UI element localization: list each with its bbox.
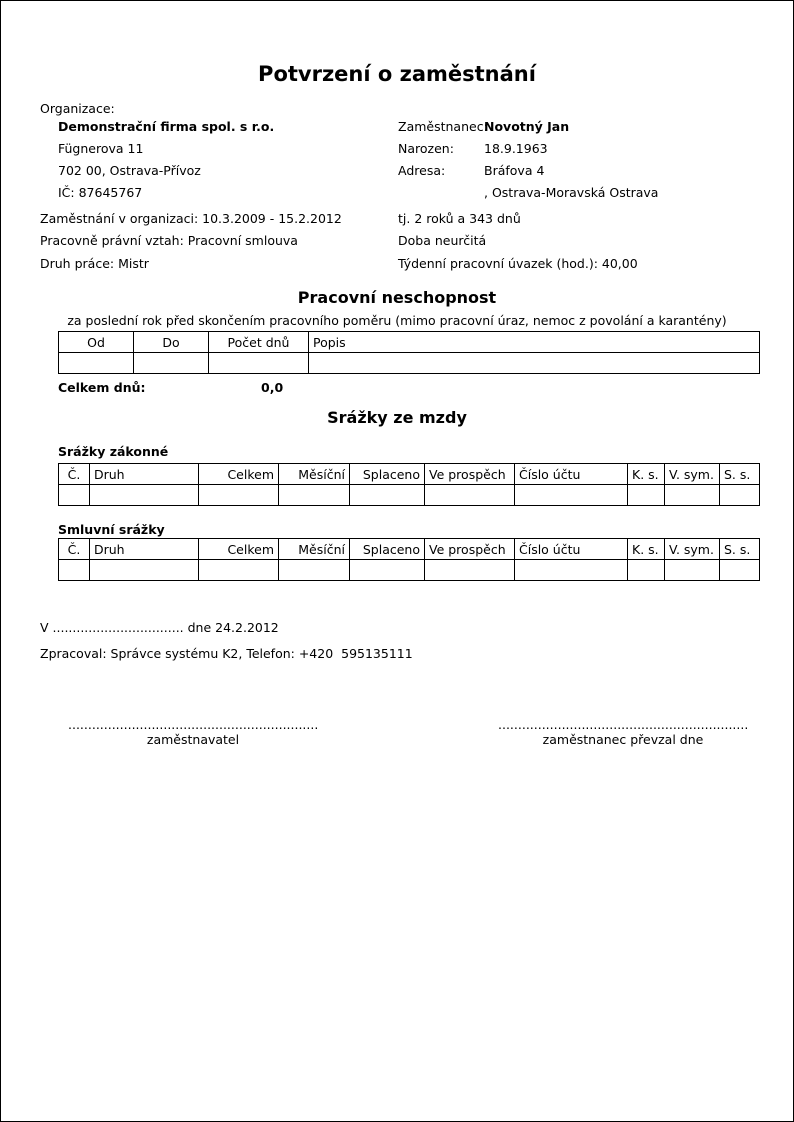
contract-cell-vsym [665,560,720,581]
employee-address-line2: , Ostrava-Moravská Ostrava [484,185,659,200]
ded-col-druh: Druh [90,539,199,560]
ded-col-celkem: Celkem [199,464,279,485]
sick-cell-od [59,353,134,374]
employment-duration: tj. 2 roků a 343 dnů [398,211,521,226]
signature-dots-employer: ............................................................... [68,718,318,732]
ded-col-celkem: Celkem [199,539,279,560]
contract-deductions-table [58,538,760,581]
employee-label: Zaměstnanec: [398,119,488,134]
sick-col-od: Od [59,332,134,353]
employee-address-line1: Bráfova 4 [484,163,545,178]
legal-cell-splaceno [350,485,425,506]
sick-cell-popis [309,353,760,374]
sick-leave-subtitle: za poslední rok před skončením pracovního poměru (mimo pracovní úraz, nemoc z povolání a karantény) [67,313,727,328]
organization-city: 702 00, Ostrava-Přívoz [58,163,201,178]
legal-cell-ks [628,485,665,506]
contract-cell-c [59,560,90,581]
contract-cell-cislo-uctu [515,560,628,581]
signature-label-employee: zaměstnanec převzal dne [542,732,704,747]
employee-born-label: Narozen: [398,141,454,156]
contract-cell-celkem [199,560,279,581]
legal-cell-c [59,485,90,506]
ded-col-vsym: V. sym. [665,539,720,560]
signature-dots-employee: ............................................................... [498,718,748,732]
ded-col-mesicni: Měsíční [279,464,350,485]
ded-col-c: Č. [59,539,90,560]
employee-born-value: 18.9.1963 [484,141,548,156]
employee-name: Novotný Jan [484,119,570,134]
signature-block-employer [68,718,318,747]
sick-leave-table [58,331,760,374]
sick-col-popis: Popis [309,332,760,353]
contract-cell-ks [628,560,665,581]
signature-block-employee [498,718,748,747]
ded-col-mesicni: Měsíční [279,539,350,560]
sick-leave-heading: Pracovní neschopnost [297,288,497,307]
sick-col-pocet-dnu: Počet dnů [209,332,309,353]
ded-col-splaceno: Splaceno [350,464,425,485]
legal-cell-druh [90,485,199,506]
legal-deductions-label: Srážky zákonné [58,444,169,459]
contract-cell-ve-prospech [425,560,515,581]
employment-period: Zaměstnání v organizaci: 10.3.2009 - 15.2.2012 [40,211,342,226]
contract-cell-ss [720,560,760,581]
ded-col-c: Č. [59,464,90,485]
contract-deductions-empty-row [59,560,760,581]
contract-cell-mesicni [279,560,350,581]
ded-col-druh: Druh [90,464,199,485]
ded-col-vsym: V. sym. [665,464,720,485]
sick-cell-do [134,353,209,374]
contract-cell-splaceno [350,560,425,581]
ded-col-ks: K. s. [628,464,665,485]
deductions-heading: Srážky ze mzdy [327,408,467,427]
ded-col-splaceno: Splaceno [350,539,425,560]
contract-deductions-label: Smluvní srážky [58,522,165,537]
sick-leave-table-empty-row [59,353,760,374]
sick-leave-total-value: 0,0 [261,380,284,395]
legal-deductions-table [58,463,760,506]
organization-name: Demonstrační firma spol. s r.o. [58,119,275,134]
ded-col-cislo-uctu: Číslo účtu [515,464,628,485]
organization-street: Fügnerova 11 [58,141,144,156]
organization-label: Organizace: [40,101,115,116]
ded-col-ss: S. s. [720,539,760,560]
signature-label-employer: zaměstnavatel [146,732,240,747]
legal-deductions-empty-row [59,485,760,506]
ded-col-ve-prospech: Ve prospěch [425,464,515,485]
legal-cell-mesicni [279,485,350,506]
legal-deductions-header-row [59,464,760,485]
legal-cell-ss [720,485,760,506]
page-title: Potvrzení o zaměstnání [258,62,536,86]
legal-cell-celkem [199,485,279,506]
contract-cell-druh [90,560,199,581]
ded-col-ks: K. s. [628,539,665,560]
legal-cell-cislo-uctu [515,485,628,506]
legal-cell-vsym [665,485,720,506]
ded-col-ss: S. s. [720,464,760,485]
contract-deductions-header-row [59,539,760,560]
sick-leave-total-label: Celkem dnů: [58,380,146,395]
organization-ic: IČ: 87645767 [58,185,143,200]
processed-by-line: Zpracoval: Správce systému K2, Telefon: +420 595135111 [40,646,413,661]
employment-job: Druh práce: Mistr [40,256,149,271]
employment-weekly-hours: Týdenní pracovní úvazek (hod.): 40,00 [398,256,638,271]
sick-cell-pocet-dnu [209,353,309,374]
legal-cell-ve-prospech [425,485,515,506]
sick-leave-table-header-row [59,332,760,353]
employment-relation: Pracovně právní vztah: Pracovní smlouva [40,233,298,248]
employment-term: Doba neurčitá [398,233,487,248]
place-date-line: V ................................. dne 24.2.2012 [40,620,279,635]
employee-address-label: Adresa: [398,163,446,178]
ded-col-cislo-uctu: Číslo účtu [515,539,628,560]
sick-col-do: Do [134,332,209,353]
ded-col-ve-prospech: Ve prospěch [425,539,515,560]
